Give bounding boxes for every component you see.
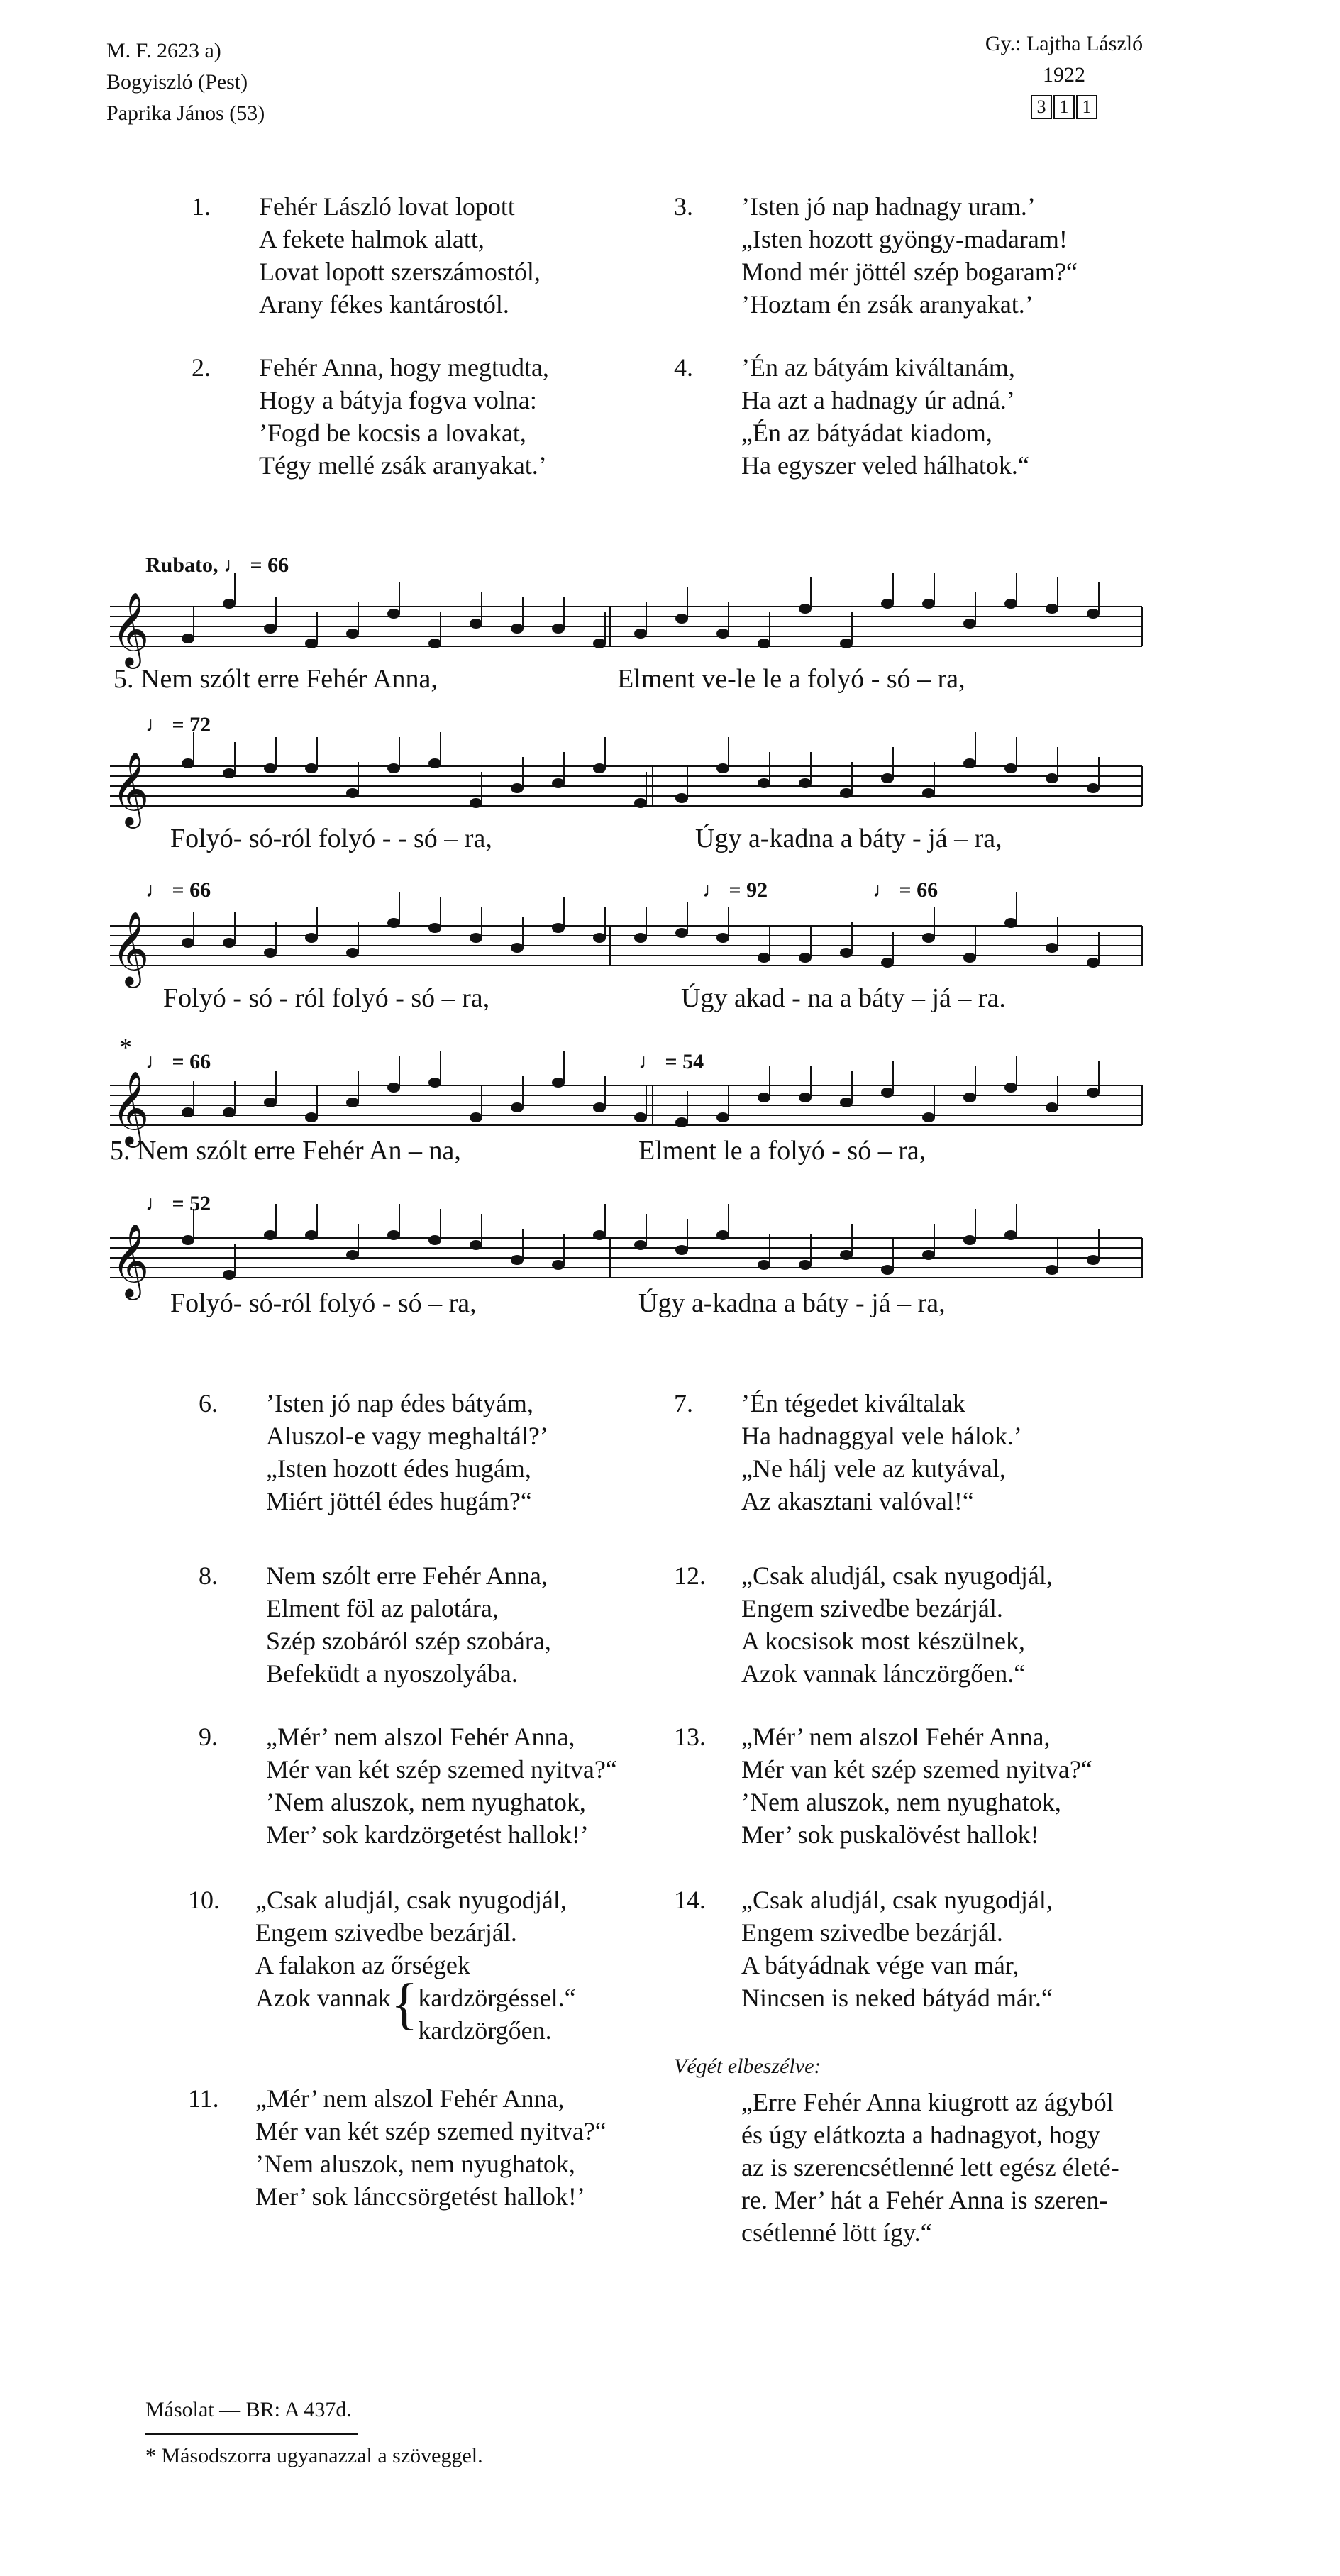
note-head <box>922 933 935 943</box>
note-head <box>552 1260 565 1270</box>
note-head <box>922 1112 935 1122</box>
lyric-line: Folyó- só-ról folyó - - só – ra, <box>170 824 492 853</box>
note-head <box>634 798 647 808</box>
note-head <box>428 1235 441 1245</box>
note-head <box>716 1112 729 1122</box>
note-head <box>675 1245 688 1255</box>
note-head <box>346 1098 359 1107</box>
catalog-number: M. F. 2623 a) <box>106 39 221 62</box>
note-head <box>881 1265 894 1275</box>
note-head <box>470 1112 482 1122</box>
note-head <box>922 1250 935 1260</box>
note-head <box>387 1230 400 1240</box>
note-head <box>223 1270 236 1280</box>
note-head <box>387 763 400 773</box>
note-head <box>881 773 894 783</box>
treble-clef-icon: 𝄞 <box>111 1223 150 1298</box>
lyric-line: Elment le a folyó - só – ra, <box>638 1136 926 1166</box>
tempo-marking: ♩ = 66 <box>873 878 938 902</box>
class-box: 1 <box>1053 95 1075 119</box>
note-head <box>305 1230 318 1240</box>
note-head <box>840 788 853 798</box>
note-head <box>1087 1088 1100 1098</box>
copy-reference: Másolat — BR: A 437d. <box>145 2398 352 2421</box>
note-head <box>758 1260 770 1270</box>
note-head <box>387 1083 400 1093</box>
note-head <box>675 793 688 803</box>
note-head <box>1046 773 1058 783</box>
note-head <box>922 788 935 798</box>
note-head <box>182 758 194 768</box>
note-head <box>1046 943 1058 953</box>
note-head <box>511 1102 524 1112</box>
note-head <box>840 639 853 648</box>
footnote-star: * <box>119 1033 132 1061</box>
note-head <box>1087 1255 1100 1265</box>
note-head <box>511 943 524 953</box>
note-head <box>511 1255 524 1265</box>
note-head <box>552 923 565 933</box>
note-head <box>758 639 770 648</box>
lyric-line: Úgy a-kadna a báty - já – ra, <box>638 1288 946 1318</box>
lyric-line: Folyó- só-ról folyó - só – ra, <box>170 1288 477 1318</box>
note-head <box>963 953 976 963</box>
note-head <box>1004 1230 1017 1240</box>
note-head <box>675 928 688 938</box>
treble-clef-icon: 𝄞 <box>111 911 150 985</box>
note-head <box>182 938 194 948</box>
note-head <box>593 763 606 773</box>
note-head <box>346 1250 359 1260</box>
note-head <box>799 778 812 788</box>
note-head <box>840 948 853 958</box>
note-head <box>305 763 318 773</box>
note-head <box>799 604 812 614</box>
note-head <box>1087 958 1100 968</box>
note-head <box>264 948 277 958</box>
note-head <box>799 953 812 963</box>
tempo-marking: ♩ = 72 <box>145 713 211 736</box>
note-head <box>1004 918 1017 928</box>
note-head <box>716 933 729 943</box>
note-head <box>634 629 647 639</box>
treble-clefs <box>111 592 149 1300</box>
note-head <box>264 1098 277 1107</box>
ending-label: Végét elbeszélve: <box>674 2055 821 2078</box>
class-box: 3 <box>1031 95 1052 119</box>
note-head <box>1087 609 1100 619</box>
note-head <box>758 778 770 788</box>
note-head <box>305 639 318 648</box>
note-head <box>428 639 441 648</box>
note-head <box>428 758 441 768</box>
note-head <box>922 599 935 609</box>
note-head <box>634 933 647 943</box>
note-head <box>1046 1102 1058 1112</box>
tempo-marking: ♩ = 66 <box>145 1050 211 1073</box>
note-head <box>264 624 277 634</box>
footnote-rule <box>145 2433 358 2435</box>
verse-10-alt: kardzörgően. <box>418 2016 552 2045</box>
note-head <box>182 1235 194 1245</box>
note-head <box>881 599 894 609</box>
note-head <box>758 953 770 963</box>
note-head <box>881 1088 894 1098</box>
singer: Paprika János (53) <box>106 101 265 125</box>
note-head <box>552 778 565 788</box>
note-head <box>840 1250 853 1260</box>
treble-clef-icon: 𝄞 <box>111 592 150 666</box>
note-head <box>634 1240 647 1250</box>
note-head <box>223 938 236 948</box>
note-head <box>716 629 729 639</box>
lyric-line: Folyó - só - ról folyó - só – ra, <box>163 983 490 1013</box>
note-head <box>881 958 894 968</box>
staff-lines <box>110 607 1142 1278</box>
note-head <box>346 788 359 798</box>
note-head <box>470 933 482 943</box>
note-head <box>963 1235 976 1245</box>
tempo-marking: ♩ = 54 <box>638 1050 704 1073</box>
note-head <box>716 1230 729 1240</box>
note-head <box>428 1078 441 1088</box>
note-head <box>346 629 359 639</box>
note-head <box>470 798 482 808</box>
note-head <box>716 763 729 773</box>
note-head <box>223 599 236 609</box>
treble-clef-icon: 𝄞 <box>111 1071 150 1145</box>
verse-10-alt: kardzörgéssel.“ <box>418 1984 576 2012</box>
lyric-line: Úgy akad - na a báty – já – ra. <box>681 983 1006 1013</box>
lyric-line: 5. Nem szólt erre Fehér An – na, <box>110 1136 461 1166</box>
tempo-rubato: Rubato, ♩ = 66 <box>145 553 289 577</box>
brace: { <box>390 1973 419 2035</box>
note-head <box>1004 1083 1017 1093</box>
note-head <box>593 933 606 943</box>
note-head <box>387 918 400 928</box>
note-head <box>1046 1265 1058 1275</box>
note-head <box>552 1078 565 1088</box>
note-head <box>634 1112 647 1122</box>
footnote: * Másodszorra ugyanazzal a szöveggel. <box>145 2444 483 2467</box>
note-head <box>963 619 976 629</box>
note-head <box>840 1098 853 1107</box>
note-head <box>1004 599 1017 609</box>
note-head <box>511 783 524 793</box>
collector: Gy.: Lajtha László <box>985 32 1144 55</box>
note-head <box>758 1093 770 1102</box>
note-head <box>799 1260 812 1270</box>
lyric-line: Úgy a-kadna a báty - já – ra, <box>695 824 1002 853</box>
note-head <box>593 1230 606 1240</box>
note-head <box>223 768 236 778</box>
tempo-marking: ♩ = 66 <box>145 878 211 902</box>
note-head <box>1004 763 1017 773</box>
note-head <box>428 923 441 933</box>
note-head <box>387 609 400 619</box>
note-head <box>675 614 688 624</box>
note-head <box>264 763 277 773</box>
note-head <box>305 933 318 943</box>
lyric-line: 5. Nem szólt erre Fehér Anna, <box>113 664 438 694</box>
note-head <box>1087 783 1100 793</box>
note-head <box>182 634 194 643</box>
note-head <box>264 1230 277 1240</box>
note-head <box>223 1107 236 1117</box>
class-box: 1 <box>1076 95 1097 119</box>
tempo-marking: ♩ = 52 <box>145 1192 211 1215</box>
note-head <box>963 758 976 768</box>
note-head <box>675 1117 688 1127</box>
note-head <box>346 948 359 958</box>
note-head <box>470 619 482 629</box>
year: 1922 <box>1043 63 1085 87</box>
note-head <box>593 1102 606 1112</box>
note-head <box>470 1240 482 1250</box>
treble-clef-icon: 𝄞 <box>111 751 150 826</box>
note-head <box>182 1107 194 1117</box>
location: Bogyiszló (Pest) <box>106 70 248 94</box>
note-head <box>511 624 524 634</box>
ending-text: „Erre Fehér Anna kiugrott az ágyból és úgy elátkozta a hadnagyot, hogy az is szerencsétlenné lett egész életé- re. Mer’ hát a Fehér Anna is szeren- csétlenné lött így.“ <box>741 2088 1119 2247</box>
note-head <box>593 639 606 648</box>
note-head <box>552 624 565 634</box>
note-head <box>963 1093 976 1102</box>
note-head <box>305 1112 318 1122</box>
note-head <box>1046 604 1058 614</box>
lyric-line: Elment ve-le le a folyó - só – ra, <box>617 664 965 694</box>
note-head <box>799 1093 812 1102</box>
tempo-marking: ♩ = 92 <box>702 878 768 902</box>
verse-10-prefix: Azok vannak <box>255 1984 391 2012</box>
